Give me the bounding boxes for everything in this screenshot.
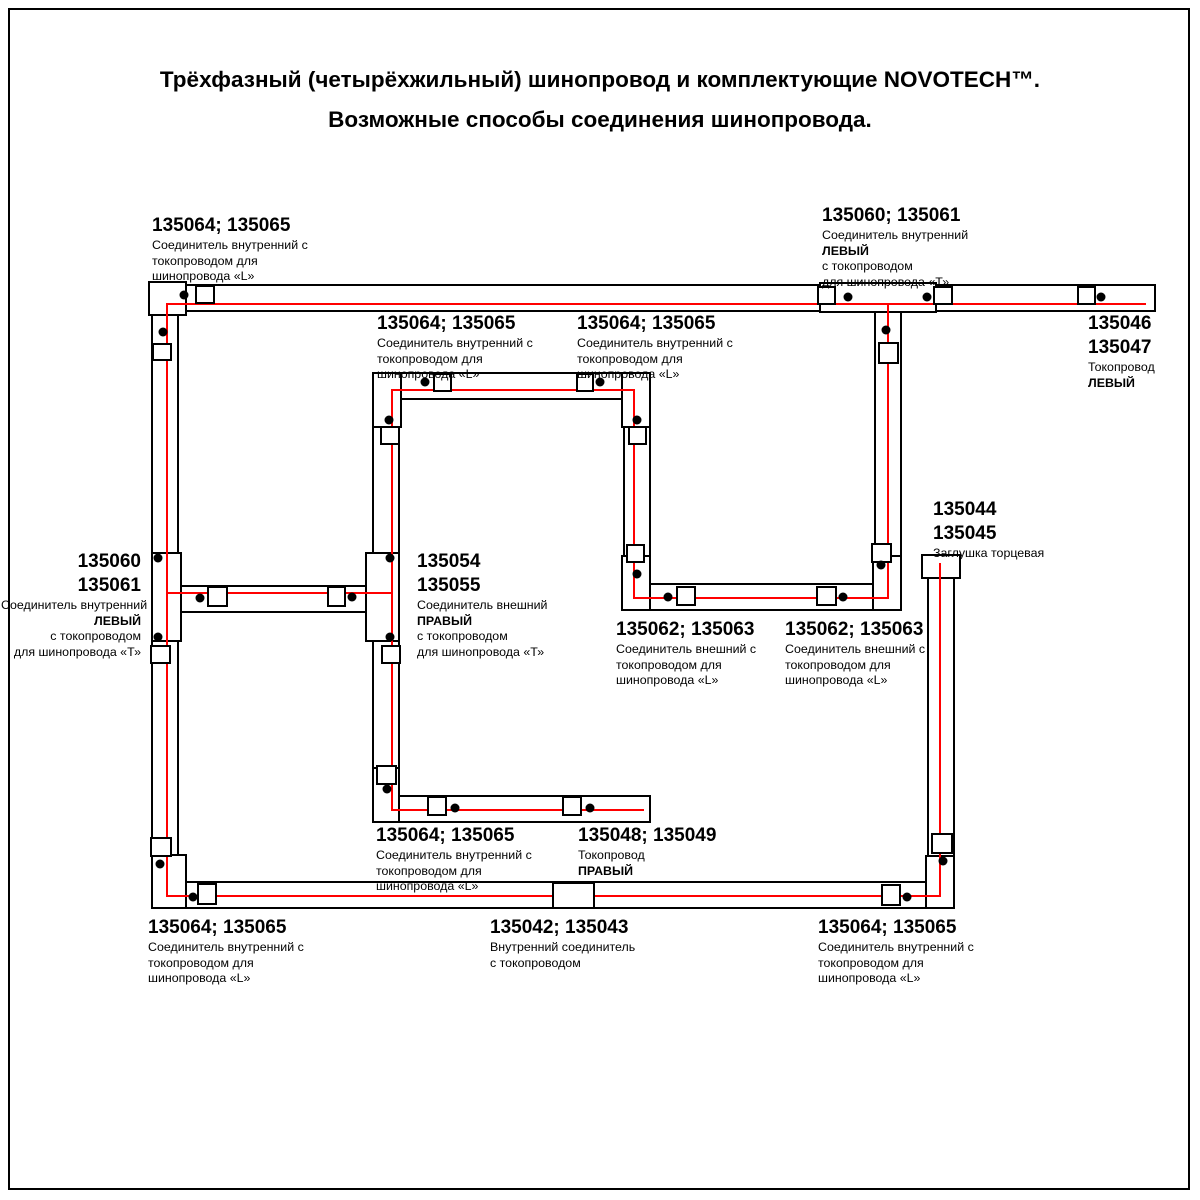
- label-feed-left: 135046 135047 Токопровод ЛЕВЫЙ: [1088, 313, 1155, 390]
- label-inner-tee-connector-left: 135060 135061 Соединитель внутренний ЛЕВЫЙ с токопроводом для шинопровода «Т»: [1, 551, 148, 659]
- label-inner-connector-mid-right: 135064; 135065 Соединитель внутренний с токопроводом для шинопровода «L»: [577, 313, 733, 381]
- corner-outer-left: [622, 556, 650, 610]
- label-outer-tee-connector: 135054 135055 Соединитель внешний ПРАВЫЙ с токопроводом для шинопровода «Т»: [417, 551, 548, 659]
- top-track: [152, 285, 1155, 311]
- label-inner-tee-connector-top: 135060; 135061 Соединитель внутренний ЛЕВЫЙ с токопроводом для шинопровода «Т»: [822, 205, 969, 289]
- label-inner-connector-top-left: 135064; 135065 Соединитель внутренний с токопроводом для шинопровода «L»: [152, 215, 308, 283]
- label-outer-corner-left: 135062; 135063 Соединитель внешний с токопроводом для шинопровода «L»: [616, 619, 757, 687]
- title-line-1: Трёхфазный (четырёхжильный) шинопровод и комплектующие NOVOTECH™.: [159, 67, 1041, 92]
- label-inner-connector-bottom-right: 135064; 135065 Соединитель внутренний с токопроводом для шинопровода «L»: [818, 917, 974, 985]
- label-outer-corner-right: 135062; 135063 Соединитель внешний с токопроводом для шинопровода «L»: [785, 619, 926, 687]
- title-line-2: Возможные способы соединения шинопровода.: [328, 107, 872, 132]
- label-straight-connector-bottom: 135042; 135043 Внутренний соединитель с токопроводом: [490, 917, 636, 970]
- label-feed-right: 135048; 135049 Токопровод ПРАВЫЙ: [578, 825, 717, 878]
- label-inner-connector-bottom-left: 135064; 135065 Соединитель внутренний с токопроводом для шинопровода «L»: [148, 917, 304, 985]
- label-end-cap: 135044 135045 Заглушка торцевая: [933, 499, 1045, 560]
- label-inner-connector-bottom: 135064; 135065 Соединитель внутренний с токопроводом для шинопровода «L»: [376, 825, 532, 893]
- label-inner-connector-mid-left: 135064; 135065 Соединитель внутренний с токопроводом для шинопровода «L»: [377, 313, 533, 381]
- tee-connector-inner: [366, 553, 399, 641]
